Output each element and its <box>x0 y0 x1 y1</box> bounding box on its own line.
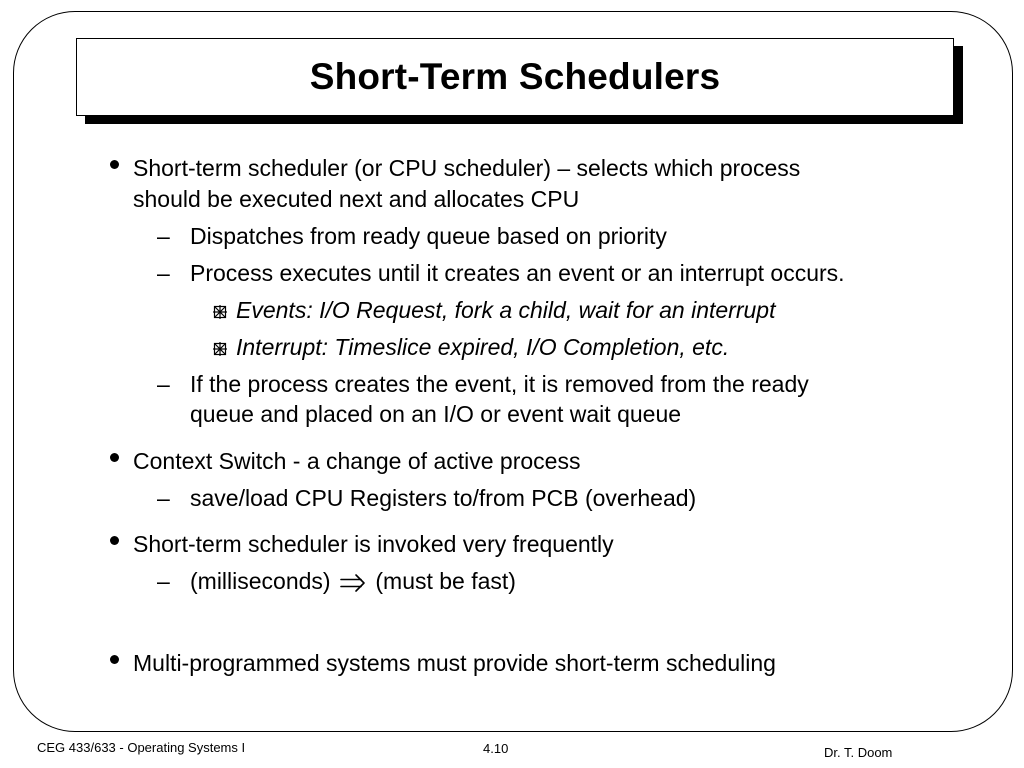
bullet-3-line: Short-term scheduler is invoked very frequently <box>133 531 614 557</box>
bullet-dot-icon <box>110 536 119 545</box>
bullet-dot-icon <box>110 160 119 169</box>
snowflake-bullet-icon <box>212 304 228 320</box>
dash-marker: – <box>157 568 170 594</box>
dash-marker: – <box>157 223 170 249</box>
bullet-dot-icon <box>110 655 119 664</box>
sub-2-1-line: save/load CPU Registers to/from PCB (overhead) <box>190 485 697 511</box>
dash-marker: – <box>157 371 170 397</box>
slide-title: Short-Term Schedulers <box>309 56 721 97</box>
bullet-dot-icon <box>110 453 119 462</box>
sub-1-3-line-2: queue and placed on an I/O or event wait queue <box>190 401 682 427</box>
dash-marker: – <box>157 485 170 511</box>
title-box <box>76 38 954 116</box>
sub-3-1-after-arrow: (must be fast) <box>375 568 516 594</box>
bullet-1-line-2: should be executed next and allocates CPU <box>133 186 580 212</box>
footer-page-number: 4.10 <box>483 741 509 756</box>
dash-marker: – <box>157 260 170 286</box>
sub-1-1-line: Dispatches from ready queue based on priority <box>190 223 667 249</box>
bullet-4-line: Multi-programmed systems must provide short-term scheduling <box>133 650 776 676</box>
sub-1-2-line: Process executes until it creates an event or an interrupt occurs. <box>190 260 845 286</box>
sub-3-1-before-arrow: (milliseconds) <box>190 568 331 594</box>
footer-author: Dr. T. Doom <box>824 745 893 760</box>
double-right-arrow-icon <box>339 573 367 593</box>
sub-3-1-line <box>190 566 516 597</box>
subsub-events-line: Events: I/O Request, fork a child, wait for an interrupt <box>236 297 776 323</box>
bullet-1-line-1: Short-term scheduler (or CPU scheduler) – selects which process <box>133 155 801 181</box>
footer-course: CEG 433/633 - Operating Systems I <box>37 740 246 755</box>
bullet-2-line: Context Switch - a change of active process <box>133 448 581 474</box>
snowflake-bullet-icon <box>212 341 228 357</box>
subsub-interrupt-line: Interrupt: Timeslice expired, I/O Completion, etc. <box>236 334 730 360</box>
sub-1-3-line-1: If the process creates the event, it is removed from the ready <box>190 371 809 397</box>
